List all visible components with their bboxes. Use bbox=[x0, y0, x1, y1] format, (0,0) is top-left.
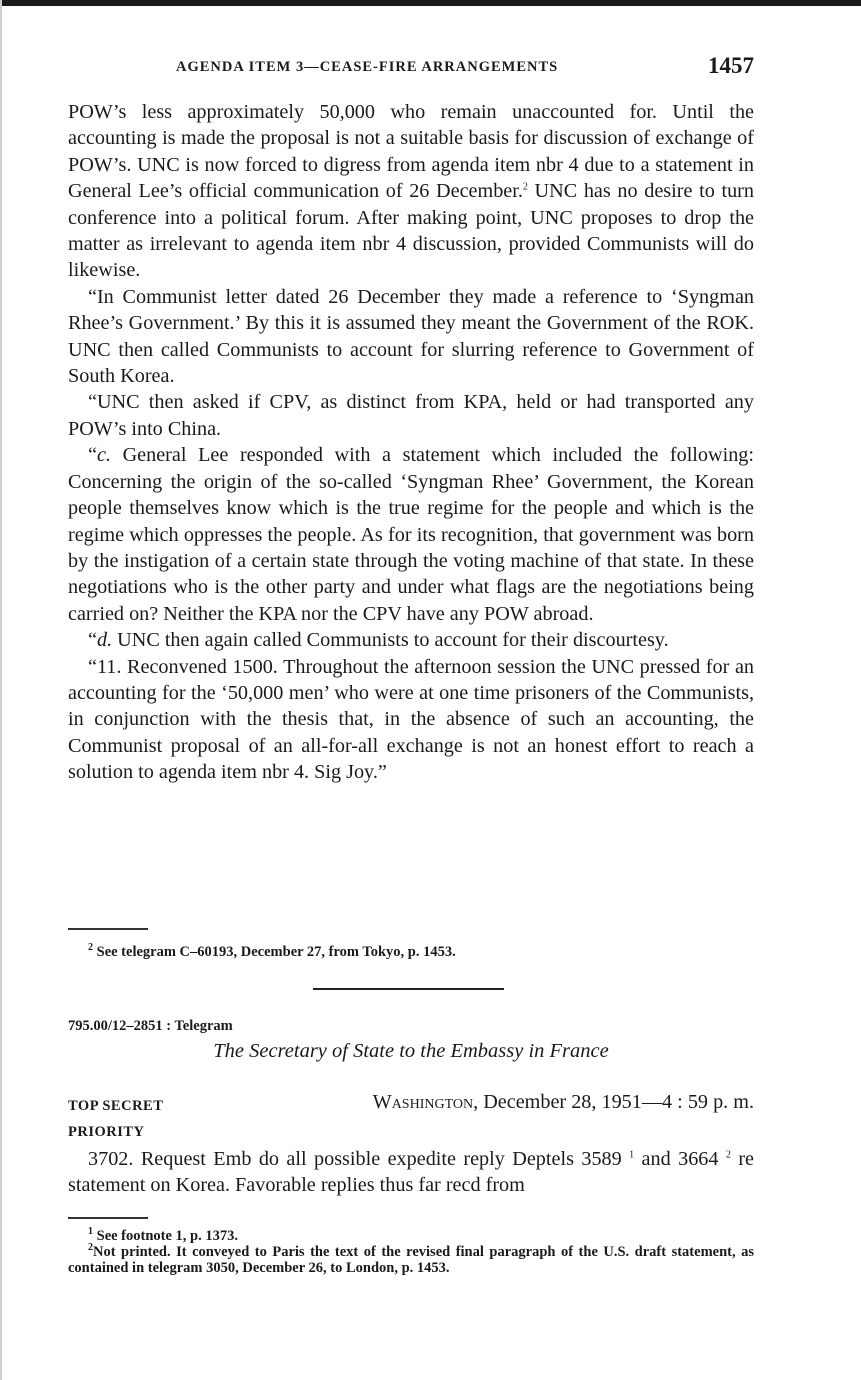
paragraph-d-text: UNC then again called Communists to account for their discourtesy. bbox=[112, 629, 669, 652]
running-head bbox=[68, 55, 754, 83]
paragraph-pow-accounting bbox=[68, 99, 754, 284]
main-body-text bbox=[68, 99, 754, 786]
footnote-1-text: See footnote 1, p. 1373. bbox=[93, 1228, 238, 1244]
footnote-not-printed bbox=[68, 1244, 754, 1276]
footnote-rule-upper bbox=[68, 928, 148, 930]
classification-label: TOP SECRET bbox=[68, 1098, 164, 1114]
paragraph-d-open-quote: “ bbox=[88, 629, 97, 652]
footnote-1-marker: 1 bbox=[88, 1226, 93, 1238]
footnote-ref-2: 2 bbox=[522, 181, 528, 193]
paragraph-c-text: General Lee responded with a statement which included the following: Concerning the origin of the so-called ‘Syngman Rhee’ Government, the Korean people themselves know which is the true regime for the people and which is the regime which oppresses the people. As for its recognition, that government was born by the instigation of a certain state through the voting machine of that state. In these negotiations who is the other party and under what flags are the negotiations being carried on? Neither the KPA nor the CPV have any POW abroad. bbox=[68, 444, 754, 625]
footnote-ref-2b: 2 bbox=[725, 1149, 731, 1161]
paragraph-pow-accounting-part-a: POW’s less approximately 50,000 who remain unaccounted for. Until the accounting is made the proposal is not a suitable basis for discussion of exchange of POW’s. UNC is now forced to digress from agenda item nbr 4 due to a statement in General Lee’s official communication of 26 December. bbox=[68, 101, 754, 203]
paragraph-cpv-question: “UNC then asked if CPV, as distinct from KPA, held or had transported any POW’s into China. bbox=[68, 391, 754, 440]
paragraph-d-discourtesy bbox=[68, 627, 754, 653]
footnote-text: See telegram C–60193, December 27, from Tokyo, p. 1453. bbox=[93, 944, 456, 960]
paragraph-reconvened: “11. Reconvened 1500. Throughout the afternoon session the UNC pressed for an accounting for the ‘50,000 men’ who were at one time prisoners of the Communists, in conjunction with the thesis that, in the absence of such an accounting, the Communist proposal of an all-for-all exchange is not an honest effort to reach a solution to agenda item nbr 4. Sig Joy.” bbox=[68, 655, 754, 784]
paragraph-c-letter: c. bbox=[96, 444, 111, 467]
paragraph-c-general-lee bbox=[68, 442, 754, 627]
footnote-2-text: Not printed. It conveyed to Paris the text of the revised final paragraph of the U.S. draft statement, as contained in telegram 3050, December 26, to London, p. 1453. bbox=[68, 1244, 754, 1276]
dateline-date: , December 28, 1951—4 : 59 p. m. bbox=[473, 1091, 754, 1113]
footnote-see-footnote-1 bbox=[68, 1228, 754, 1244]
running-head-title: AGENDA ITEM 3—CEASE-FIRE ARRANGEMENTS bbox=[176, 59, 559, 75]
footnote-telegram-c60193 bbox=[68, 944, 754, 960]
paragraph-d-letter: d. bbox=[96, 629, 113, 652]
priority-label: PRIORITY bbox=[68, 1124, 145, 1140]
footnote-2-marker: 2 bbox=[88, 1242, 93, 1254]
page-number: 1457 bbox=[708, 53, 754, 78]
file-number: 795.00/12–2851 : Telegram bbox=[68, 1018, 233, 1034]
telegram-text-b: and 3664 bbox=[634, 1148, 726, 1170]
footnote-ref-1: 1 bbox=[629, 1149, 635, 1161]
top-edge-rule bbox=[0, 0, 861, 6]
telegram-text-a: 3702. Request Emb do all possible expedite reply Deptels 3589 bbox=[88, 1148, 630, 1170]
document-title: The Secretary of State to the Embassy in France bbox=[213, 1040, 609, 1062]
paragraph-3702 bbox=[68, 1146, 754, 1199]
dateline bbox=[373, 1091, 754, 1114]
paragraph-pow-accounting-part-b: UNC has no desire to turn conference into a political forum. After making point, UNC proposes to drop the matter as irrelevant to agenda item nbr 4 discussion, provided Communists will do likewise. bbox=[68, 180, 754, 282]
document-separator-rule bbox=[313, 988, 504, 990]
page-left-edge bbox=[0, 0, 2, 1380]
footnote-marker: 2 bbox=[88, 942, 93, 954]
dateline-place: Washington bbox=[372, 1091, 474, 1113]
paragraph-c-open-quote: “ bbox=[88, 444, 97, 467]
footnote-rule-lower bbox=[68, 1217, 148, 1219]
telegram-text-c: re statement on Korea. Favorable replies thus far recd from bbox=[68, 1148, 754, 1197]
telegram-body bbox=[68, 1146, 754, 1199]
paragraph-communist-letter: “In Communist letter dated 26 December they made a reference to ‘Syngman Rhee’s Government.’ By this it is assumed they meant the Government of the ROK. UNC then called Communists to account for slurring reference to Government of South Korea. bbox=[68, 285, 754, 388]
